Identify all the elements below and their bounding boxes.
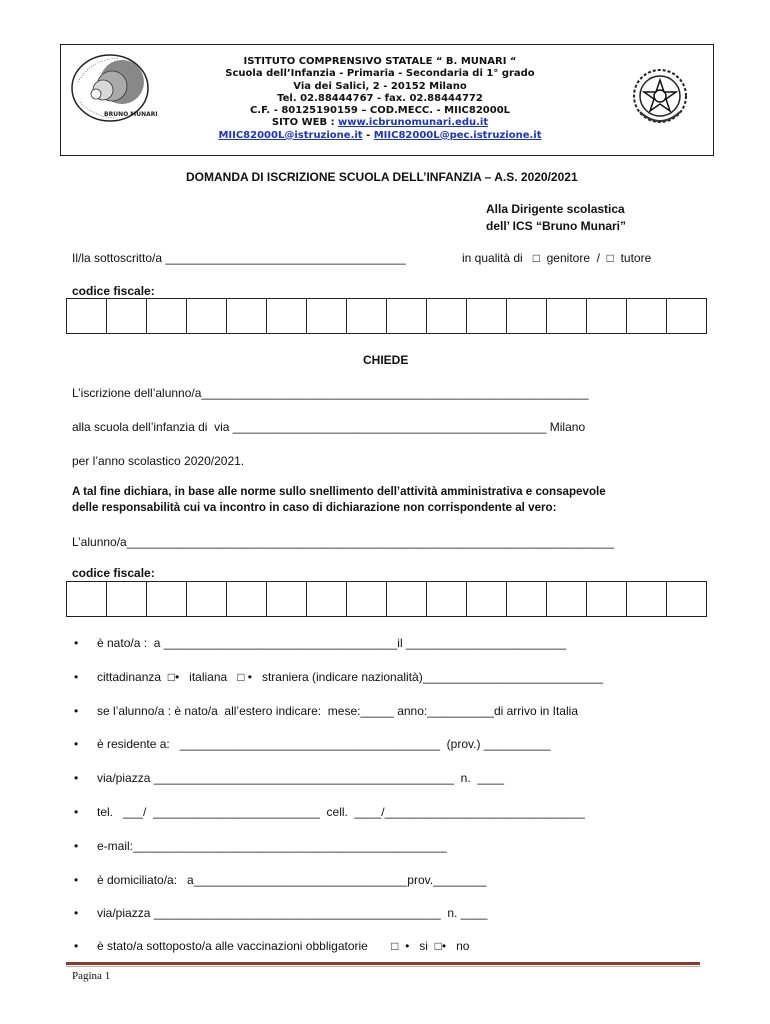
email-field[interactable]: e-mail:_______________________________________________ xyxy=(97,839,447,853)
codice-fiscale-grid-alunno[interactable] xyxy=(66,581,707,617)
school-logo xyxy=(70,52,158,122)
codice-fiscale-grid-parent[interactable] xyxy=(66,298,707,334)
website-link[interactable]: www.icbrunomunari.edu.it xyxy=(338,117,489,129)
recipient-line-1: Alla Dirigente scolastica xyxy=(486,202,625,216)
bullet-icon: • xyxy=(74,873,79,887)
bullet-icon: • xyxy=(74,771,79,785)
school-codes: C.F. - 80125190159 – COD.MECC. - MIIC82000L xyxy=(249,105,511,117)
dichiarazione-line-2: delle responsabilità cui va incontro in caso di dichiarazione non corrispondente al vero: xyxy=(72,501,557,514)
telefono-field[interactable]: tel. ___/ _________________________ cell. ____/______________________________ xyxy=(97,805,585,819)
codice-fiscale-label: codice fiscale: xyxy=(72,284,155,298)
italian-republic-emblem-icon xyxy=(628,64,692,132)
cf-cell[interactable] xyxy=(627,582,667,616)
bullet-icon: • xyxy=(74,636,79,650)
cf-cell[interactable] xyxy=(227,299,267,333)
cf-cell[interactable] xyxy=(147,299,187,333)
iscrizione-field[interactable]: L’iscrizione dell’alunno/a__________________________________________________________ xyxy=(72,386,589,400)
cf-cell[interactable] xyxy=(667,582,706,616)
residente-field[interactable]: è residente a: _______________________________________ (prov.) __________ xyxy=(97,737,551,751)
page-number: Pagina 1 xyxy=(72,970,111,982)
cf-cell[interactable] xyxy=(507,582,547,616)
cf-cell[interactable] xyxy=(587,582,627,616)
cf-cell[interactable] xyxy=(547,582,587,616)
school-grades: Scuola dell’Infanzia - Primaria - Secondaria di 1° grado xyxy=(225,68,535,80)
via-residenza-field[interactable]: via/piazza _____________________________________________ n. ____ xyxy=(97,771,505,785)
nato-field[interactable]: è nato/a : a ___________________________________il ________________________ xyxy=(97,636,567,650)
school-name: ISTITUTO COMPRENSIVO STATALE “ B. MUNARI “ xyxy=(243,56,517,67)
cf-cell[interactable] xyxy=(147,582,187,616)
bullet-icon: • xyxy=(74,906,79,920)
vaccinazioni-field[interactable]: è stato/a sottoposto/a alle vaccinazioni obbligatorie □ • si □• no xyxy=(97,939,470,953)
bullet-icon: • xyxy=(74,839,79,853)
dichiarazione-line-1: A tal fine dichiara, in base alle norme sullo snellimento dell’attività amministrativa e consapevole xyxy=(72,485,606,498)
qualita-options[interactable]: in qualità di □ genitore / □ tutore xyxy=(462,251,652,265)
school-phone: Tel. 02.88444767 - fax. 02.88444772 xyxy=(277,92,483,104)
school-address: Via dei Salici, 2 - 20152 Milano xyxy=(293,80,467,92)
cf-cell[interactable] xyxy=(547,299,587,333)
cf-cell[interactable] xyxy=(67,582,107,616)
cf-cell[interactable] xyxy=(467,582,507,616)
cf-cell[interactable] xyxy=(347,299,387,333)
cf-cell[interactable] xyxy=(387,582,427,616)
bullet-icon: • xyxy=(74,670,79,684)
logo-text: BRUNO MUNARI xyxy=(104,111,158,118)
email-separator: - xyxy=(362,129,374,141)
chiede-heading: CHIEDE xyxy=(363,353,409,367)
recipient-line-2: dell’ ICS “Bruno Munari” xyxy=(486,219,627,233)
cf-cell[interactable] xyxy=(467,299,507,333)
cf-cell[interactable] xyxy=(267,299,307,333)
form-title: DOMANDA DI ISCRIZIONE SCUOLA DELL’INFANZIA – A.S. 2020/2021 xyxy=(186,170,578,184)
cf-cell[interactable] xyxy=(347,582,387,616)
domiciliato-field[interactable]: è domiciliato/a: a________________________________prov.________ xyxy=(97,873,487,887)
site-label: SITO WEB : xyxy=(271,117,339,129)
cf-cell[interactable] xyxy=(387,299,427,333)
codice-fiscale-label-2: codice fiscale: xyxy=(72,566,155,580)
cf-cell[interactable] xyxy=(587,299,627,333)
pec-email-link[interactable]: MIIC82000L@pec.istruzione.it xyxy=(373,129,542,141)
anno-scolastico: per l’anno scolastico 2020/2021. xyxy=(72,454,245,468)
footer-divider-thin xyxy=(66,966,700,967)
school-website-line xyxy=(180,117,580,129)
cf-cell[interactable] xyxy=(107,299,147,333)
bullet-icon: • xyxy=(74,704,79,718)
cf-cell[interactable] xyxy=(227,582,267,616)
cf-cell[interactable] xyxy=(427,582,467,616)
footer-divider xyxy=(66,962,700,965)
cf-cell[interactable] xyxy=(267,582,307,616)
letterhead-text xyxy=(180,56,580,142)
cittadinanza-field[interactable]: cittadinanza □• italiana □ • straniera (indicare nazionalità)___________________________ xyxy=(97,670,603,684)
cf-cell[interactable] xyxy=(307,299,347,333)
cf-cell[interactable] xyxy=(187,299,227,333)
estero-field[interactable]: se l’alunno/a : è nato/a all’estero indicare: mese:_____ anno:__________di arrivo in Italia xyxy=(97,704,578,718)
sottoscritto-field[interactable]: Il/la sottoscritto/a ____________________________________ xyxy=(72,251,406,265)
school-email-line xyxy=(180,130,580,142)
cf-cell[interactable] xyxy=(67,299,107,333)
email-link[interactable]: MIIC82000L@istruzione.it xyxy=(218,129,363,141)
cf-cell[interactable] xyxy=(627,299,667,333)
cf-cell[interactable] xyxy=(507,299,547,333)
via-domicilio-field[interactable]: via/piazza ___________________________________________ n. ____ xyxy=(97,906,488,920)
bullet-icon: • xyxy=(74,737,79,751)
bullet-icon: • xyxy=(74,939,79,953)
alunno-field[interactable]: L’alunno/a_________________________________________________________________________ xyxy=(72,535,614,549)
cf-cell[interactable] xyxy=(667,299,706,333)
cf-cell[interactable] xyxy=(187,582,227,616)
cf-cell[interactable] xyxy=(107,582,147,616)
scuola-via-field[interactable]: alla scuola dell’infanzia di via _______________________________________________ Milano xyxy=(72,420,586,434)
cf-cell[interactable] xyxy=(307,582,347,616)
bullet-icon: • xyxy=(74,805,79,819)
cf-cell[interactable] xyxy=(427,299,467,333)
